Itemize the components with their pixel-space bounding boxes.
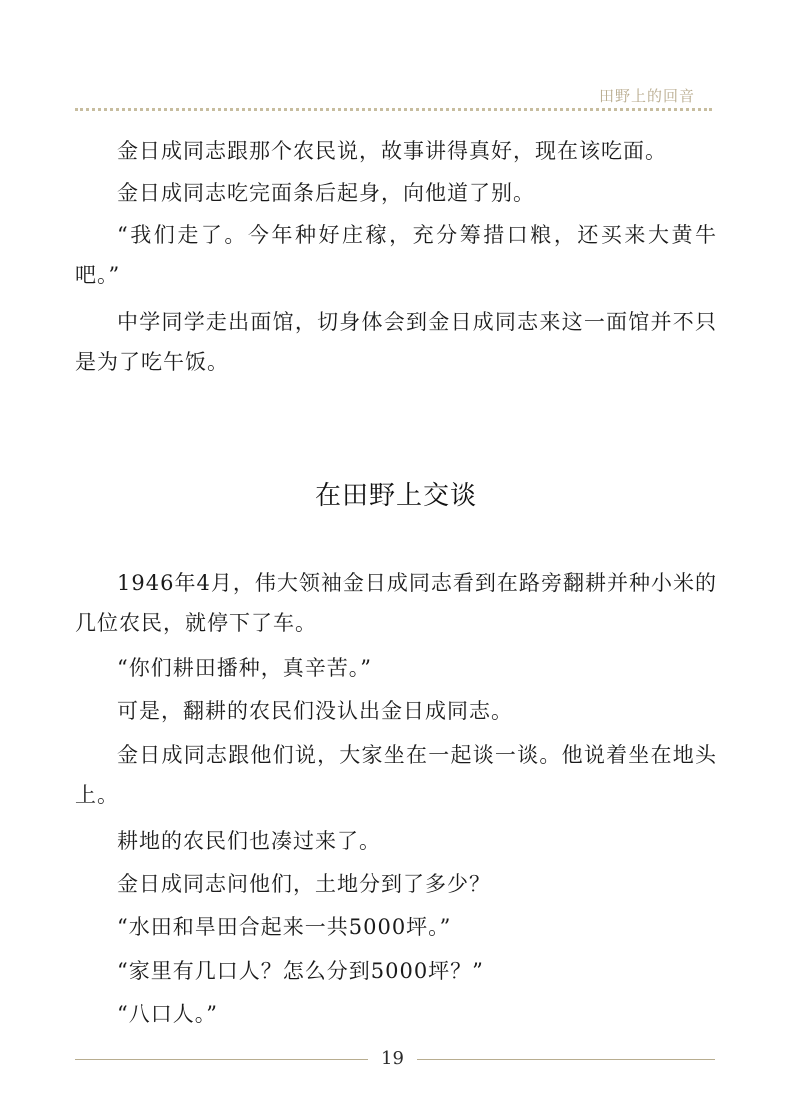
paragraph: “家里有几口人？怎么分到5000坪？”: [117, 959, 484, 983]
section-heading: 在田野上交谈: [314, 481, 477, 511]
footer-rule-left: [75, 1059, 368, 1060]
header-dotted-divider: [75, 108, 712, 111]
paragraph: 中学同学走出面馆，切身体会到金日成同志来这一面馆并不只是为了吃午饭。: [75, 310, 717, 374]
paragraph: 金日成同志跟那个农民说，故事讲得真好，现在该吃面。: [117, 139, 667, 163]
paragraph: “八口人。”: [117, 1002, 218, 1026]
paragraph: “我们走了。今年种好庄稼，充分筹措口粮，还买来大黄牛吧。”: [75, 223, 717, 287]
page-number: 19: [381, 1048, 404, 1069]
running-header-title: 田野上的回音: [598, 87, 695, 105]
paragraph: “你们耕田播种，真辛苦。”: [117, 656, 372, 680]
paragraph: 金日成同志问他们，土地分到了多少？: [117, 872, 491, 896]
paragraph: 耕地的农民们也凑过来了。: [117, 829, 381, 853]
paragraph: 金日成同志跟他们说，大家坐在一起谈一谈。他说着坐在地头上。: [75, 743, 717, 807]
paragraph: 可是，翻耕的农民们没认出金日成同志。: [117, 699, 513, 723]
paragraph: “水田和旱田合起来一共5000坪。”: [117, 915, 452, 939]
footer-rule-right: [417, 1059, 715, 1060]
paragraph: 金日成同志吃完面条后起身，向他道了别。: [117, 181, 535, 205]
paragraph: 1946年4月，伟大领袖金日成同志看到在路旁翻耕并种小米的几位农民，就停下了车。: [75, 571, 717, 635]
